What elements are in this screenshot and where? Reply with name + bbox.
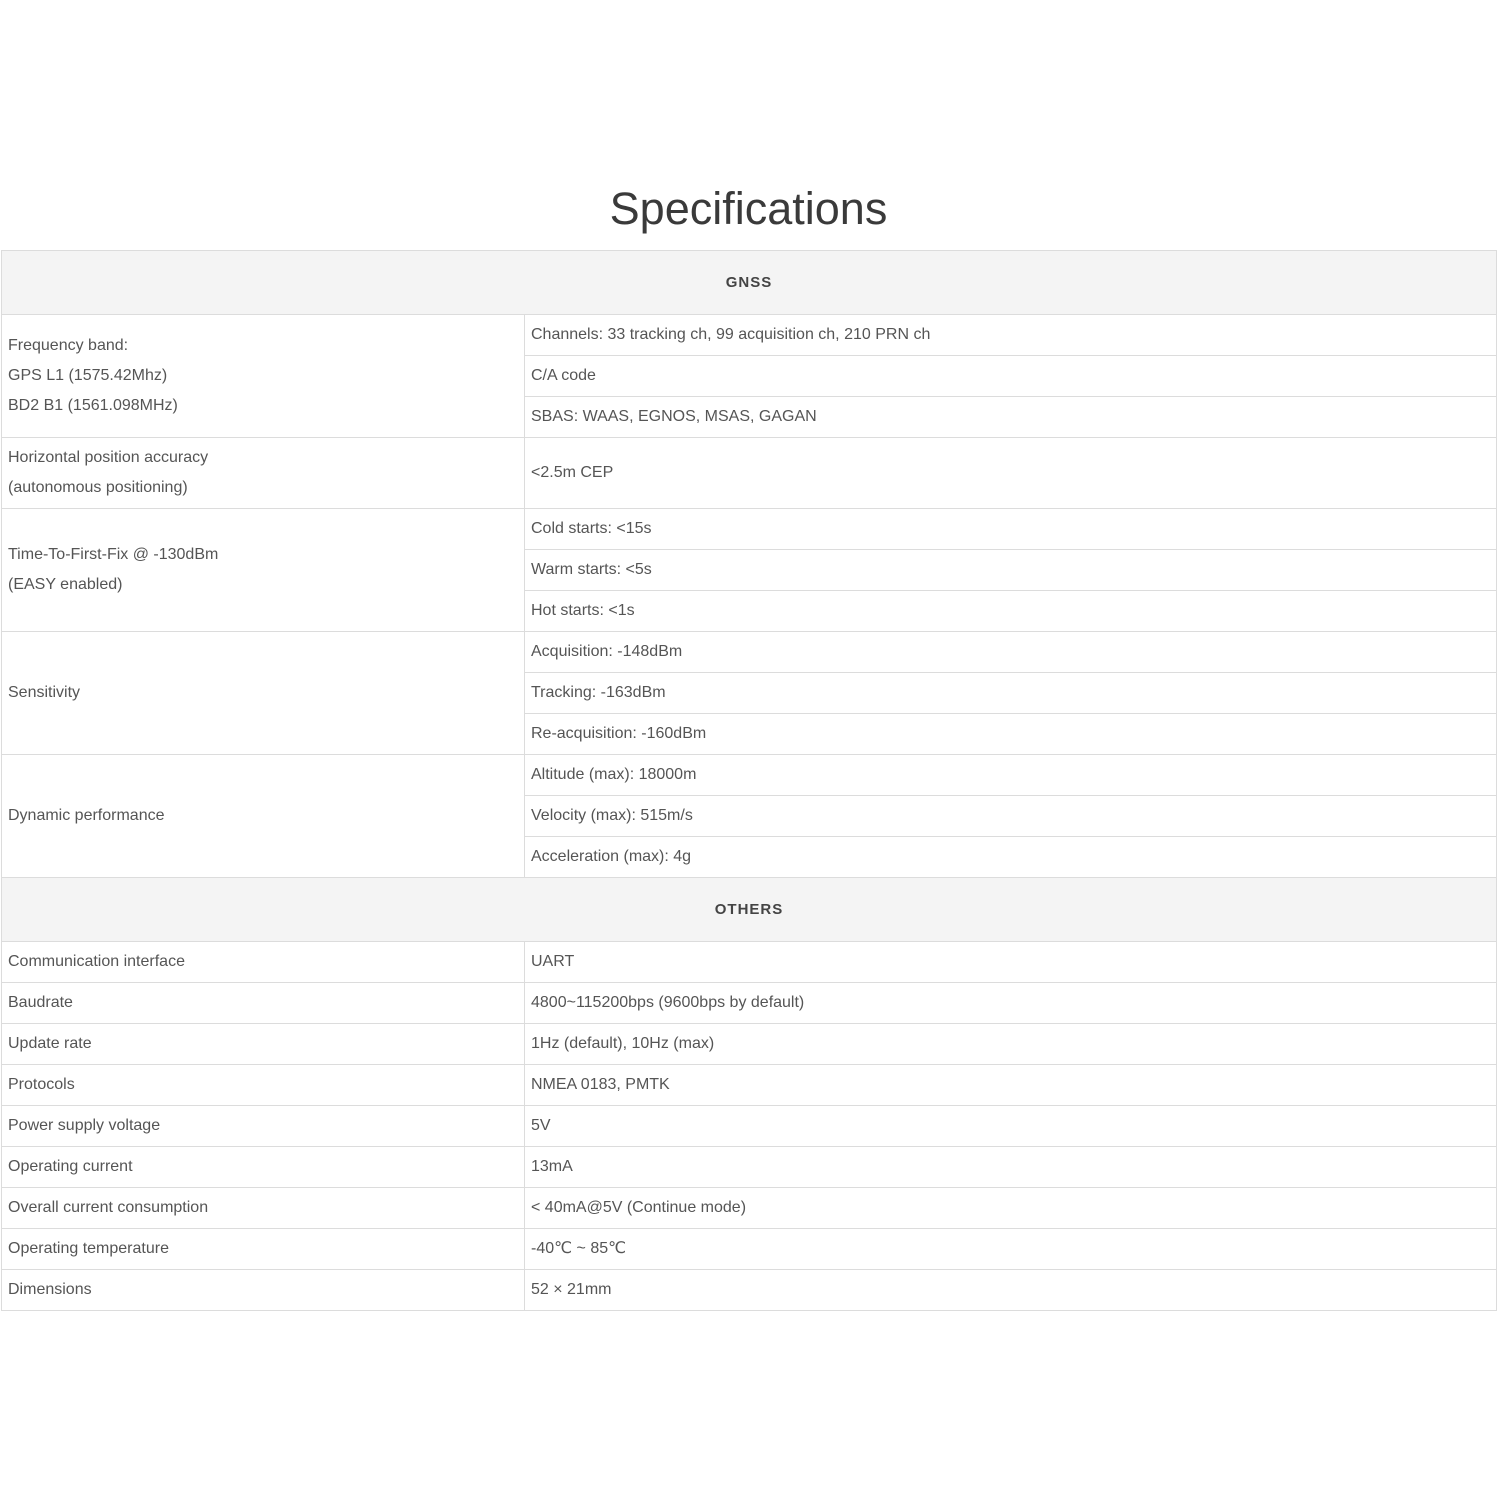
spec-value: 1Hz (default), 10Hz (max)	[525, 1024, 1497, 1065]
spec-label: Operating current	[2, 1147, 525, 1188]
spec-value: NMEA 0183, PMTK	[525, 1065, 1497, 1106]
spec-label: Update rate	[2, 1024, 525, 1065]
section-header-gnss	[2, 251, 1497, 315]
spec-value: Channels: 33 tracking ch, 99 acquisition ch, 210 PRN ch	[525, 315, 1497, 356]
spec-label: Baudrate	[2, 983, 525, 1024]
spec-label-line: Frequency band:	[8, 337, 129, 354]
spec-value: 52 × 21mm	[525, 1270, 1497, 1311]
spec-label: Protocols	[2, 1065, 525, 1106]
spec-value: Altitude (max): 18000m	[525, 755, 1497, 796]
spec-label-line: Time-To-First-Fix @ -130dBm	[8, 546, 219, 563]
spec-value: 13mA	[525, 1147, 1497, 1188]
spec-value: Warm starts: <5s	[525, 550, 1497, 591]
spec-label-line: Horizontal position accuracy	[8, 449, 209, 466]
spec-label-line: (autonomous positioning)	[8, 479, 188, 496]
table-row	[2, 509, 1497, 550]
table-row	[2, 632, 1497, 673]
spec-label: Operating temperature	[2, 1229, 525, 1270]
spec-label-line: (EASY enabled)	[8, 576, 123, 593]
table-row	[2, 1147, 1497, 1188]
table-row	[2, 1270, 1497, 1311]
spec-value: < 40mA@5V (Continue mode)	[525, 1188, 1497, 1229]
table-row	[2, 315, 1497, 356]
spec-value: UART	[525, 942, 1497, 983]
spec-label	[2, 509, 525, 632]
spec-value: SBAS: WAAS, EGNOS, MSAS, GAGAN	[525, 397, 1497, 438]
table-row	[2, 438, 1497, 509]
spec-value: Velocity (max): 515m/s	[525, 796, 1497, 837]
spec-label: Power supply voltage	[2, 1106, 525, 1147]
section-header-others	[2, 878, 1497, 942]
table-row	[2, 942, 1497, 983]
table-row	[2, 1229, 1497, 1270]
section-title: OTHERS	[2, 878, 1497, 942]
spec-value: Tracking: -163dBm	[525, 673, 1497, 714]
spec-label: Communication interface	[2, 942, 525, 983]
spec-label	[2, 315, 525, 438]
spec-label: Sensitivity	[2, 632, 525, 755]
table-row	[2, 1024, 1497, 1065]
specifications-table	[1, 250, 1497, 1311]
table-row	[2, 755, 1497, 796]
table-row	[2, 1188, 1497, 1229]
spec-label: Dimensions	[2, 1270, 525, 1311]
spec-label	[2, 438, 525, 509]
spec-label: Overall current consumption	[2, 1188, 525, 1229]
spec-value: <2.5m CEP	[525, 438, 1497, 509]
spec-label: Dynamic performance	[2, 755, 525, 878]
spec-value: 4800~115200bps (9600bps by default)	[525, 983, 1497, 1024]
spec-value: -40℃ ~ 85℃	[525, 1229, 1497, 1270]
spec-value: Acquisition: -148dBm	[525, 632, 1497, 673]
spec-value: Acceleration (max): 4g	[525, 837, 1497, 878]
page-title: Specifications	[609, 183, 888, 234]
spec-label-line: GPS L1 (1575.42Mhz)	[8, 367, 168, 384]
spec-value: C/A code	[525, 356, 1497, 397]
section-title: GNSS	[2, 251, 1497, 315]
table-row	[2, 983, 1497, 1024]
spec-label-line: BD2 B1 (1561.098MHz)	[8, 397, 178, 414]
spec-value: Hot starts: <1s	[525, 591, 1497, 632]
table-row	[2, 1065, 1497, 1106]
table-row	[2, 1106, 1497, 1147]
spec-value: 5V	[525, 1106, 1497, 1147]
spec-value: Re-acquisition: -160dBm	[525, 714, 1497, 755]
spec-value: Cold starts: <15s	[525, 509, 1497, 550]
